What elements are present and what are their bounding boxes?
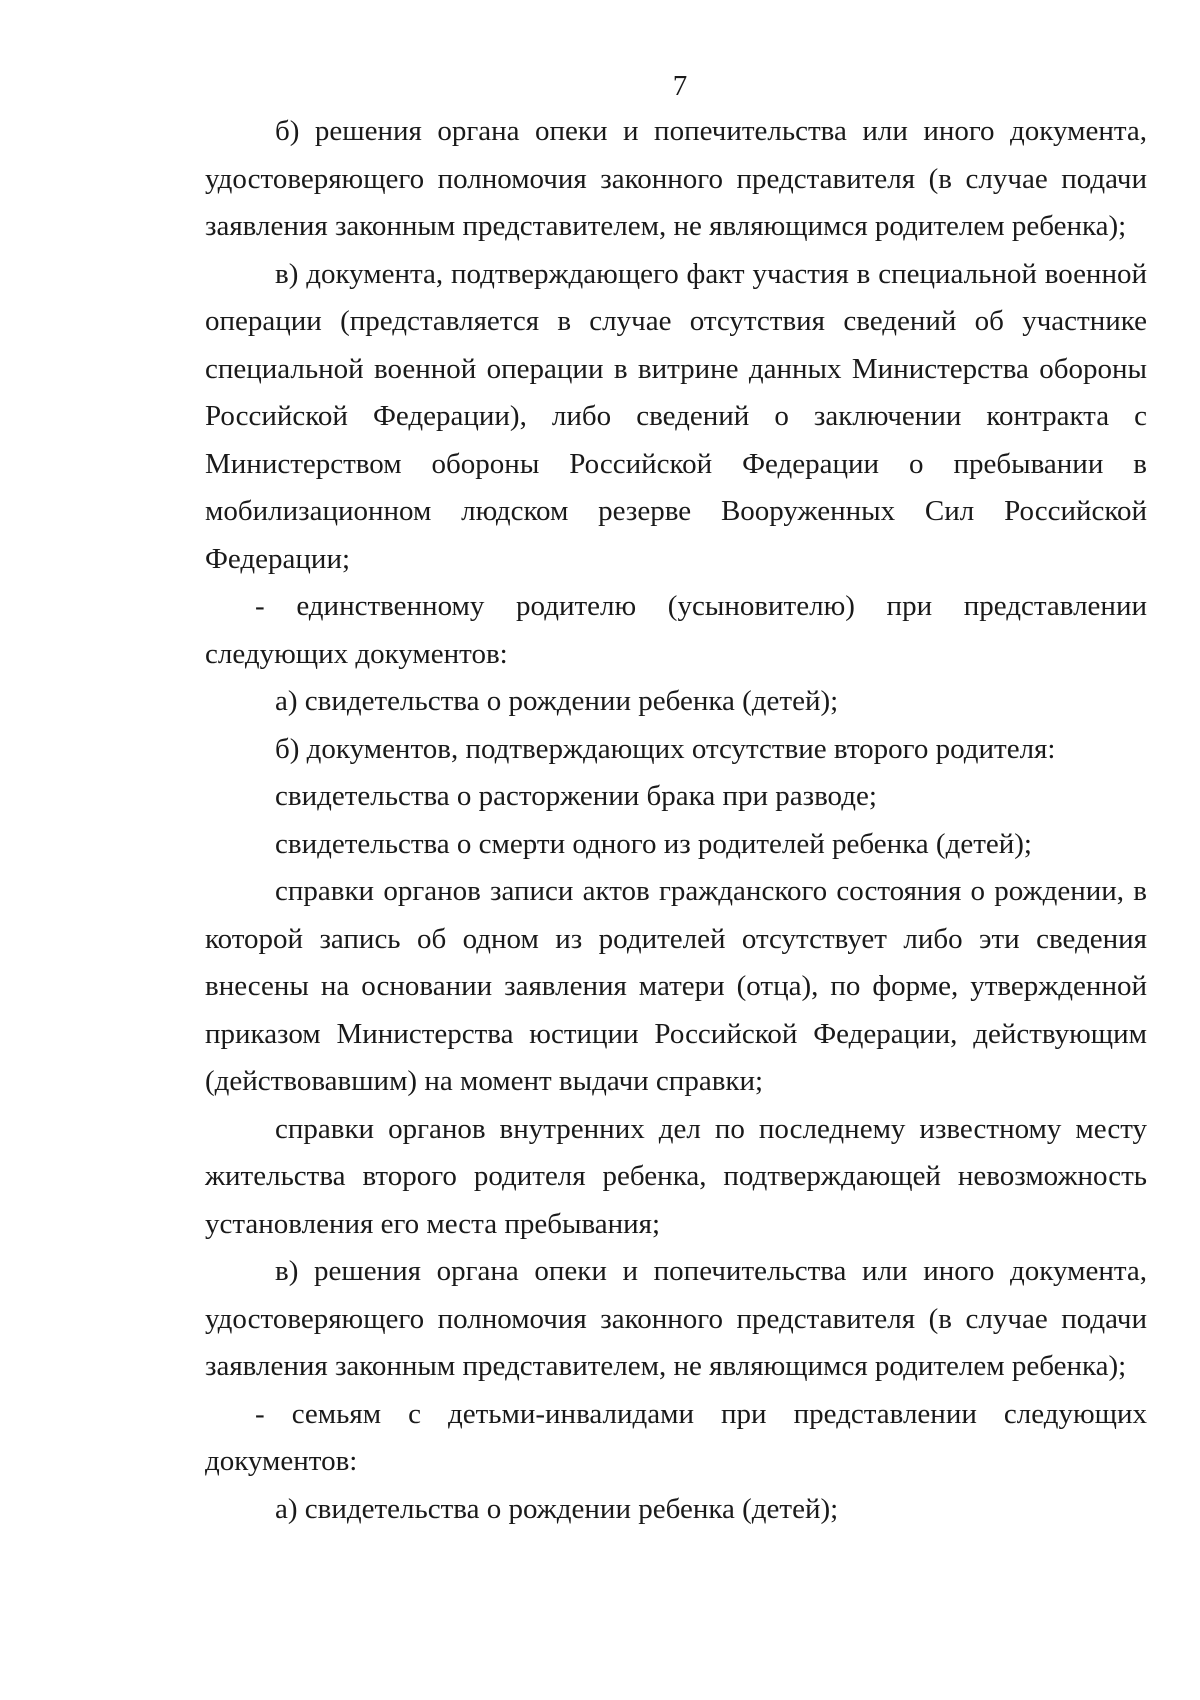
paragraph: - единственному родителю (усыновителю) при представлении следующих документов:	[205, 590, 1147, 670]
list-item: а) свидетельства о рождении ребенка (детей);	[275, 685, 839, 717]
document-body	[205, 108, 1147, 1533]
paragraph: - семьям с детьми-инвалидами при представлении следующих документов:	[205, 1397, 1147, 1477]
paragraph: б) решения органа опеки и попечительства или иного документа, удостоверяющего полномочия законного представителя (в случае подачи заявления законным представителем, не являющимся родителем ребенка);	[205, 115, 1147, 242]
paragraph: в) решения органа опеки и попечительства или иного документа, удостоверяющего полномочия законного представителя (в случае подачи заявления законным представителем, не являющимся родителем ребенка);	[205, 1255, 1147, 1382]
page-number	[0, 70, 1200, 103]
list-item: а) свидетельства о рождении ребенка (детей);	[275, 1492, 839, 1525]
paragraph: справки органов записи актов гражданского состояния о рождении, в которой запись об одном из родителей отсутствует либо эти сведения внесены на основании заявления матери (отца), по форме, утвержденной приказом Министерства юстиции Российской Федерации, действующим (действовавшим) на момент выдачи справки;	[205, 875, 1147, 1097]
list-item: б) документов, подтверждающих отсутствие второго родителя:	[275, 732, 1056, 765]
page-number-text: 7	[672, 70, 688, 102]
list-item: свидетельства о смерти одного из родителей ребенка (детей);	[275, 827, 1032, 860]
paragraph: справки органов внутренних дел по последнему известному месту жительства второго родителя ребенка, подтверждающей невозможность установления его места пребывания;	[205, 1112, 1147, 1240]
paragraph: в) документа, подтверждающего факт участия в специальной военной операции (представляется в случае отсутствия сведений об участнике специальной военной операции в витрине данных Министерства обороны Российской Федерации), либо сведений о заключении контракта с Министерством обороны Российской Федерации о пребывании в мобилизационном людском резерве Вооруженных Сил Российской Федерации;	[205, 257, 1147, 575]
list-item: свидетельства о расторжении брака при разводе;	[275, 780, 877, 812]
